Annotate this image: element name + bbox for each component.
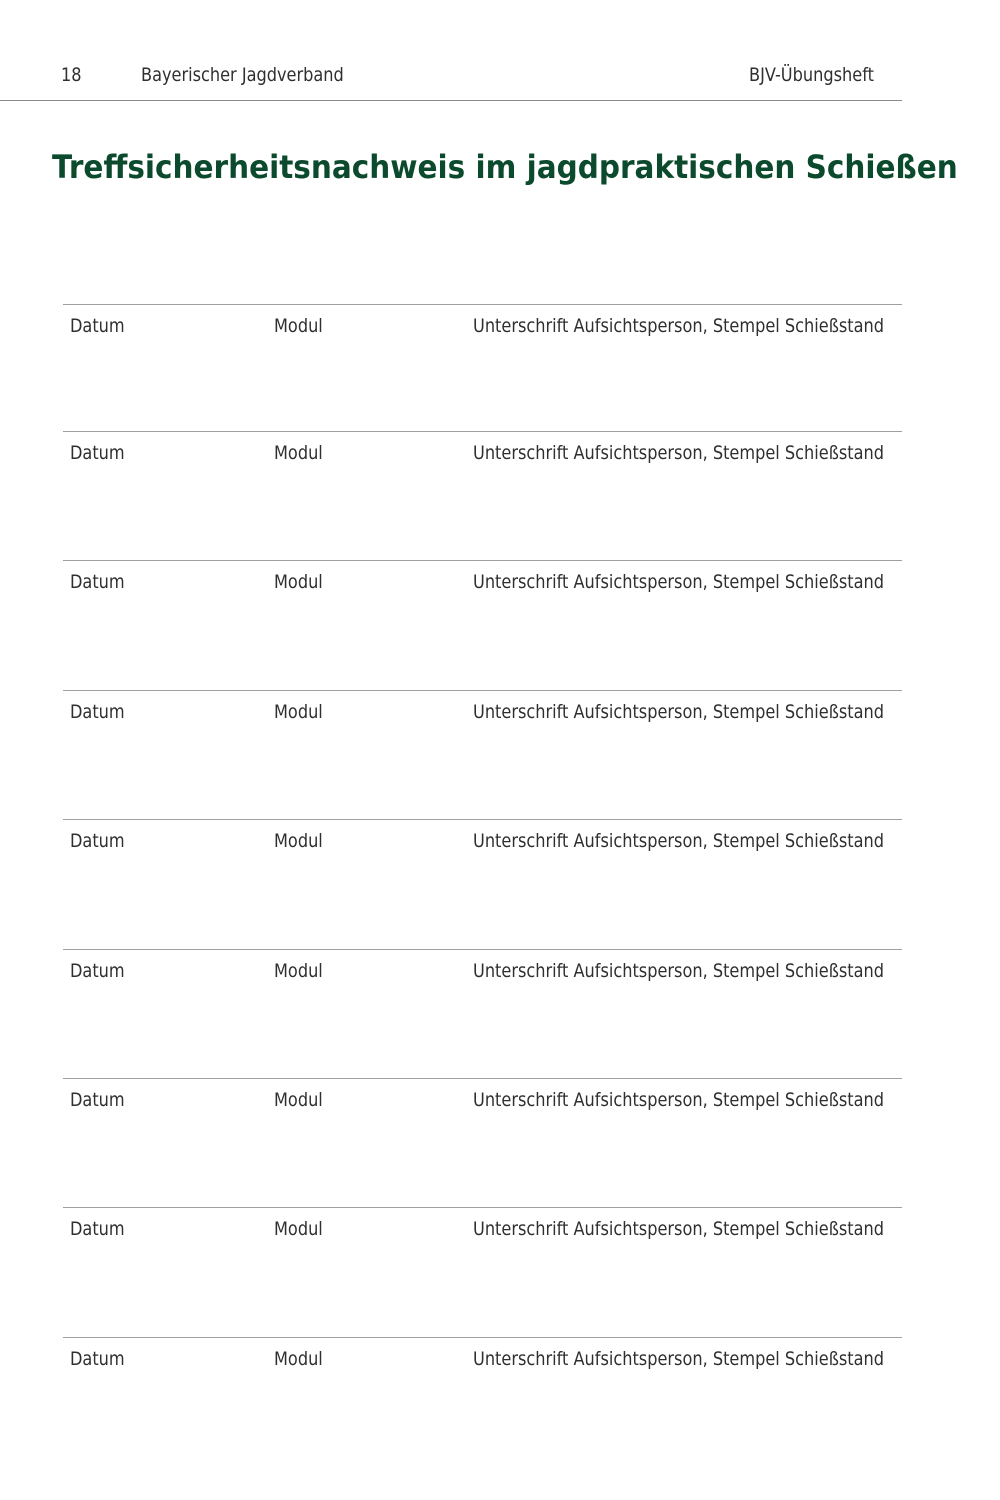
modul-label: Modul xyxy=(274,442,323,464)
datum-label: Datum xyxy=(70,315,125,337)
modul-label: Modul xyxy=(274,1348,323,1370)
modul-label: Modul xyxy=(274,701,323,723)
datum-label: Datum xyxy=(70,830,125,852)
modul-label: Modul xyxy=(274,315,323,337)
form-row xyxy=(63,431,902,472)
form-row xyxy=(63,304,902,345)
form-row xyxy=(63,1337,902,1378)
signature-label: Unterschrift Aufsichtsperson, Stempel Schießstand xyxy=(473,1089,885,1111)
form-row xyxy=(63,690,902,731)
form-row xyxy=(63,819,902,860)
modul-label: Modul xyxy=(274,960,323,982)
signature-label: Unterschrift Aufsichtsperson, Stempel Schießstand xyxy=(473,1218,885,1240)
datum-label: Datum xyxy=(70,442,125,464)
signature-label: Unterschrift Aufsichtsperson, Stempel Schießstand xyxy=(473,960,885,982)
signature-label: Unterschrift Aufsichtsperson, Stempel Schießstand xyxy=(473,571,885,593)
modul-label: Modul xyxy=(274,1218,323,1240)
booklet-name: BJV-Übungsheft xyxy=(749,64,874,86)
signature-label: Unterschrift Aufsichtsperson, Stempel Schießstand xyxy=(473,701,885,723)
form-row xyxy=(63,1207,902,1248)
datum-label: Datum xyxy=(70,1348,125,1370)
modul-label: Modul xyxy=(274,571,323,593)
signature-label: Unterschrift Aufsichtsperson, Stempel Schießstand xyxy=(473,442,885,464)
modul-label: Modul xyxy=(274,830,323,852)
form-row xyxy=(63,1078,902,1119)
signature-label: Unterschrift Aufsichtsperson, Stempel Schießstand xyxy=(473,315,885,337)
form-row xyxy=(63,560,902,601)
datum-label: Datum xyxy=(70,960,125,982)
datum-label: Datum xyxy=(70,571,125,593)
datum-label: Datum xyxy=(70,1218,125,1240)
page-title: Treffsicherheitsnachweis im jagdpraktischen Schießen xyxy=(52,148,958,186)
datum-label: Datum xyxy=(70,701,125,723)
form-row xyxy=(63,949,902,990)
modul-label: Modul xyxy=(274,1089,323,1111)
signature-label: Unterschrift Aufsichtsperson, Stempel Schießstand xyxy=(473,830,885,852)
page-number: 18 xyxy=(61,64,82,86)
datum-label: Datum xyxy=(70,1089,125,1111)
signature-label: Unterschrift Aufsichtsperson, Stempel Schießstand xyxy=(473,1348,885,1370)
publisher-name: Bayerischer Jagdverband xyxy=(141,64,344,86)
